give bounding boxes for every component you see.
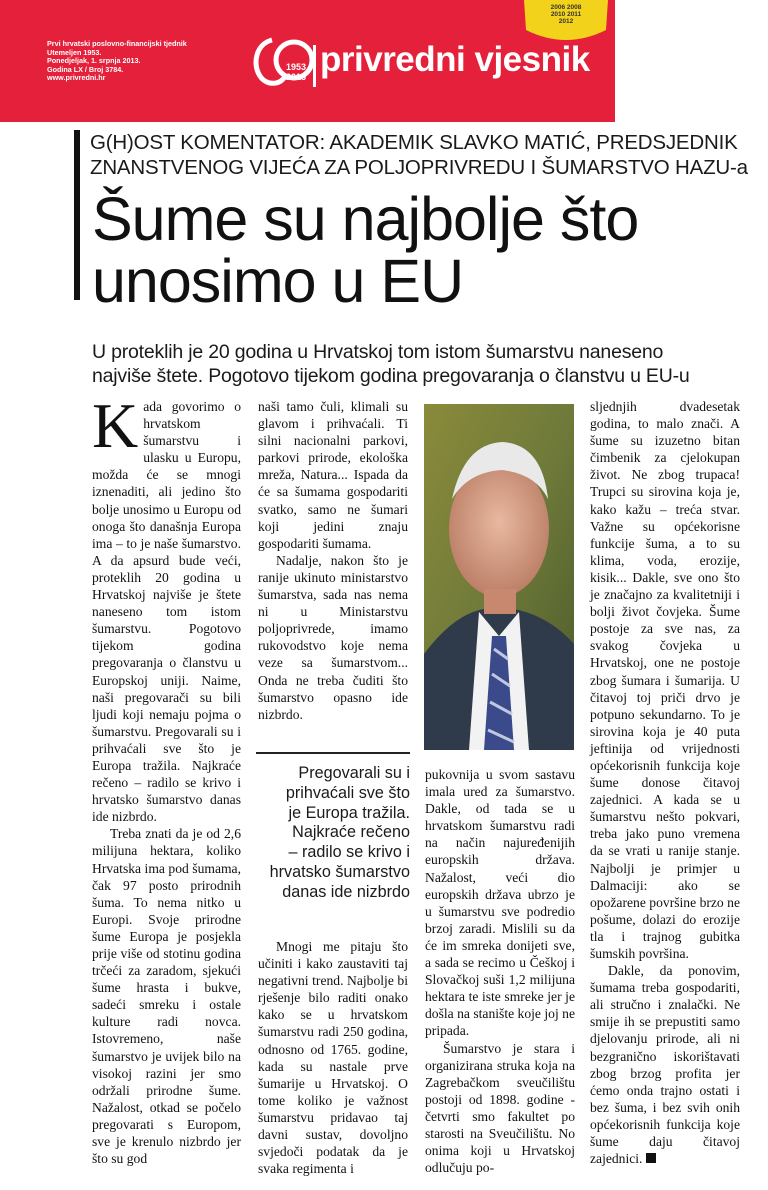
masthead-info [47,40,217,83]
logo-year-start: 1953 [286,62,307,72]
kicker-line-2: ZNANSTVENOG VIJEĆA ZA POLJOPRIVREDU I ŠUMARSTVO HAZU-a [90,156,748,179]
article-column-2 [258,398,408,723]
pullquote-line: Pregovarali su i [298,764,410,782]
headline-line-1: Šume su najbolje što [92,185,639,253]
author-portrait-photo [424,404,574,750]
headline-rule [74,130,80,300]
article-column-1 [92,390,241,1167]
pullquote-line: hrvatsko šumarstvo [269,862,410,881]
brand-divider [313,45,316,87]
paragraph: naši tamo čuli, klimali su glavom i prihvaćali. Ti silni nacionalni parkovi, parkovi prirode, ekološka mreža, Natura... Ispada da će sa šumama gospodariti svatko, samo ne šumari koji jedini znaju gospodariti šumama. [258,399,408,551]
pullquote-line: – radilo se krivo i [288,843,410,862]
paragraph: Dakle, da ponovim, šumama treba gospodariti, ali stručno i znalački. Ne smije ih se prepustiti samo djelovanju prirode, ali ni bezgranično iskorištavati zbog brzog profita jer ćemo onda trajno ostati i bez šuma, i bez svih onih općekorisnih funkcija koje šume daju čitavoj zajednici. [590,963,740,1167]
headline-line-2: unosimo u EU [92,247,464,315]
pullquote-line: Najkraće rečeno [292,823,410,842]
masthead-issue: Godina LX / Broj 3784. [47,64,124,74]
paragraph: Šumarstvo je stara i organizirana struka koja na Zagrebačkom sveučilištu postoji od 1898. godine - četvrti smo fakultet po starosti na Sveučilištu. No onima koji u Hrvatskoj odlučuju po- [425,1040,575,1176]
pull-quote [262,764,410,903]
end-of-article-mark [646,1153,656,1163]
masthead-tagline: Prvi hrvatski poslovno-financijski tjednik [47,39,187,48]
article-headline [92,185,752,315]
article-kicker [90,130,748,180]
article-column-2-bottom [258,938,408,1177]
pullquote-line: prihvaćali sve što [285,783,410,802]
lead-line-1: U proteklih je 20 godina u Hrvatskoj tom istom šumarstvu naneseno [92,341,664,363]
award-years-line-3: 2012 [558,18,574,25]
article-lead [92,340,752,388]
paragraph: Kada govorimo o hrvatskom šumarstvu i ulasku u Europu, možda će se mnogi iznenaditi, ali jedino što bolje unosimo u Europu od onoga što današnja Europa ima – to je naše šumarstvo. A da apsurd bude veći, proteklih 20 godina u Hrvatskoj najviše je štete naneseno tom istom šumarstvu. Pogotovo tijekom godina pregovaranja o članstvu u Europskoj uniji. Naime, naši pregovarači su bili ljudi koji nemaju pojma o šumarstvu. Pregovarali su i prihvaćali sve što je Europa tražila. Najkraće rečeno – radilo se krivo i hrvatsko šumarstvo danas ide nizbrdo. [92,390,241,825]
logo-year-end: 2013 [286,72,307,82]
article-column-3 [425,766,575,1176]
award-years-line-1: 2006 2008 [550,4,582,11]
lead-line-2: najviše štete. Pogotovo tijekom godina pregovaranja o članstvu u EU-u [92,365,690,387]
award-years [534,4,598,25]
brand-name: privredni vjesnik [320,40,590,79]
article-column-4 [590,398,740,1167]
paragraph: Treba znati da je od 2,6 milijuna hektara, koliko Hrvatska ima pod šumama, čak 97 posto prirodnih šuma. To nema nitko u Europi. Svoje prirodne šume Europa je posjekla prije više od stotinu godina trčeći za zaradom, sjekući šume hrasta i bukve, sadeći smreku i ostale kulture radi novca. Istovremeno, naše šumarstvo je uvijek bilo na visokoj razini jer smo održali prirodne šume. Nažalost, otkad se počelo pregovarati s Europom, sve je krenulo nizbrdo jer što su god [92,826,241,1167]
paragraph: sljednjih dvadesetak godina, to malo znači. A šume su izuzetno bitan čimbenik za cjelokupan život. Ne zbog trupaca! Trupci su sirovina koja je, kako kažu – treća stvar. Važne su općekorisne funkcije šuma, a to su klima, voda, erozije, kisik... Dakle, sve ono što je značajno za kvalitetniji i bolji život čovjeka. Šume postoje za sve nas, za svakog čovjeka u Hrvatskoj, one ne postoje zbog šumara i šumarija. U čitavoj toj priči drvo je potpuno sekundarno. To je sirovina koja je 40 puta jeftinija od vrijednosti općekorisnih funkcija koje šume donose čitavoj zajednici. A kada se u šumarstvu nešto pokvari, treba jako puno vremena da se vrati u ranije stanje. Najbolji je primjer u Dalmaciji: ako se opožarene površine brzo ne pošume, dolazi do erozije tla i trajnog gubitka šumskih površina. [590,399,740,961]
kicker-line-1: G(H)OST KOMENTATOR: AKADEMIK SLAVKO MATIĆ, PREDSJEDNIK [90,131,738,154]
pullquote-rule [256,752,410,754]
masthead-url: www.privredni.hr [47,73,106,83]
masthead-founded: Utemeljen 1953. [47,47,102,57]
paragraph: Mnogi me pitaju što učiniti i kako zaustaviti taj negativni trend. Najbolje bi rješenje bilo raditi onako kako se u hrvatskom šumarstvu radi 250 godina, odnosno od 1765. godine, kada su nastale prve šumarije u Hrvatskoj. O tome koliko je važnost šumarstvu pridavao taj davni sustav, dovoljno svjedoči podatak da je svaka regimenta i [258,939,408,1177]
drop-cap: K [92,390,139,461]
pullquote-line: je Europa tražila. [288,803,410,822]
masthead-date: Ponedjeljak, 1. srpnja 2013. [47,56,141,66]
anniversary-logo-icon [250,34,314,90]
paragraph: pukovnija u svom sastavu imala ured za šumarstvo. Dakle, od tada se u hrvatskom šumarstvu radi na način najuređenijih europskih država. Nažalost, veći dio europskih država ubrzo je u šumarstvu sve podredio brzoj zaradi. Mislili su da će im smreka donijeti sve, a sada se recimo u Češkoj i Slovačkoj suši 1,2 milijuna hektara te iste smreke jer je došla na stanište koje joj ne pripada. [425,767,575,1039]
pullquote-line: danas ide nizbrdo [282,882,410,901]
award-years-line-2: 2010 2011 [550,11,582,18]
paragraph: Nadalje, nakon što je ranije ukinuto ministarstvo šumarstva, sada nas nema ni u Ministarstvu poljoprivrede, imamo rukovodstvo koje nema veze sa šumarstvom... Onda ne treba čuditi što šumarstvo opasno ide nizbrdo. [258,552,408,722]
